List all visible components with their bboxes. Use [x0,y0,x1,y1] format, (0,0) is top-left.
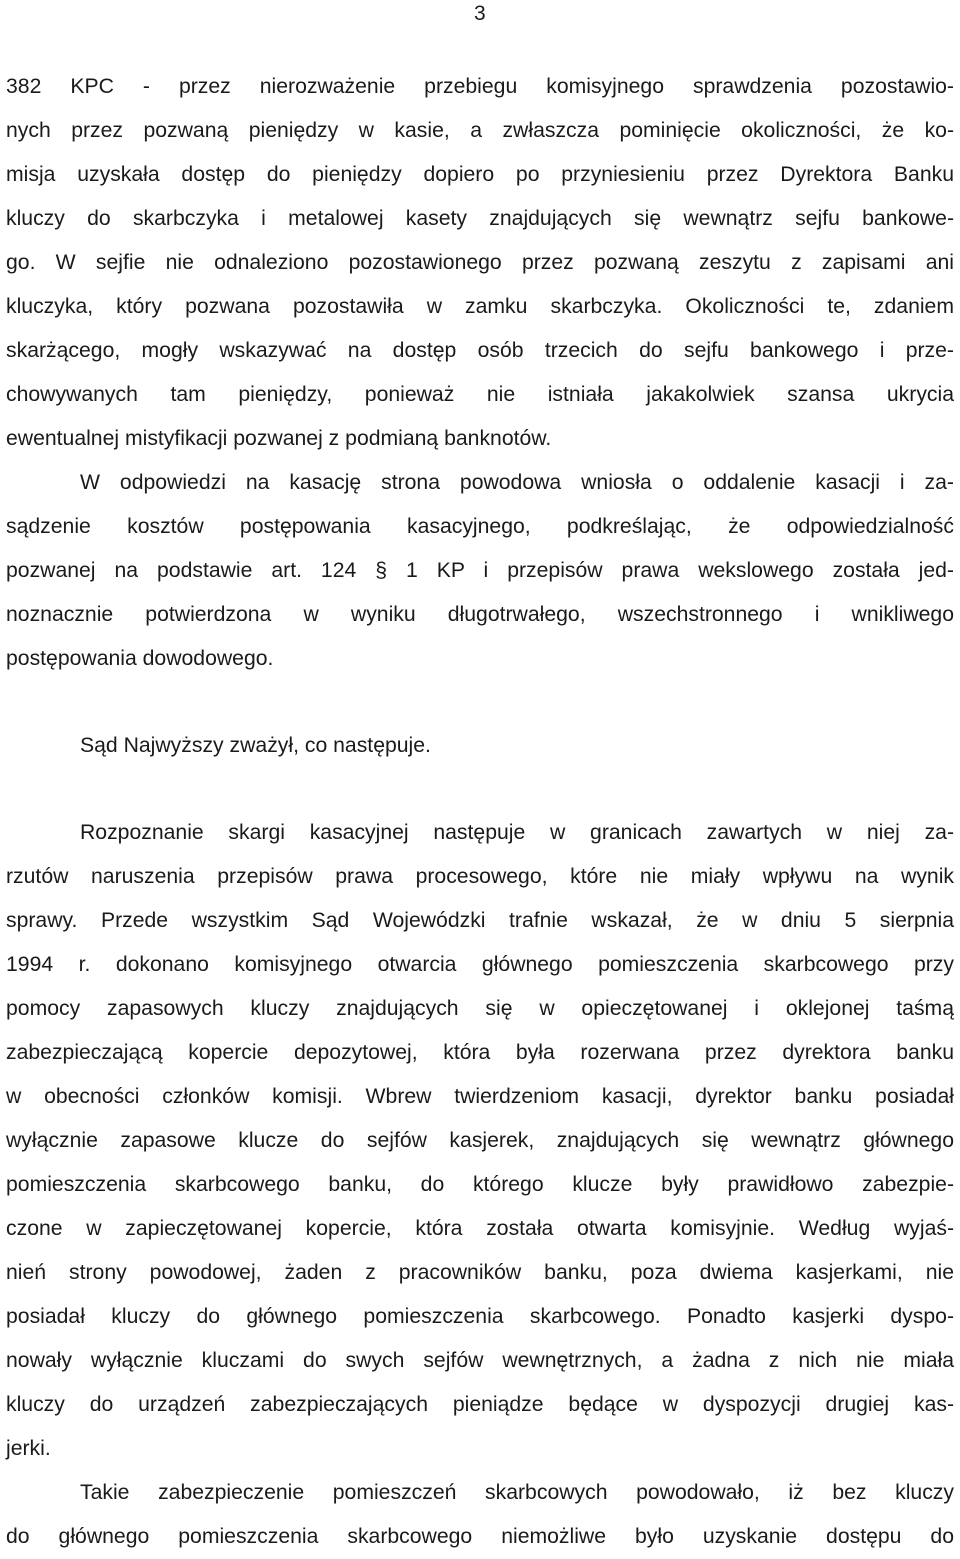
text-line: W odpowiedzi na kasację strona powodowa wniosła o oddalenie kasacji i za- [80,471,954,494]
text-line: skarżącego, mogły wskazywać na dostęp osób trzecich do sejfu bankowego i prze- [6,339,954,362]
text-line: zabezpieczającą kopercie depozytowej, która była rozerwana przez dyrektora banku [6,1041,954,1064]
text-line: noznacznie potwierdzona w wyniku długotrwałego, wszechstronnego i wnikliwego [6,603,954,626]
text-line: pomieszczenia skarbcowego banku, do którego klucze były prawidłowo zabezpie- [6,1173,954,1196]
page-number: 3 [474,2,486,25]
text-line: ewentualnej mistyfikacji pozwanej z podmianą banknotów. [6,427,552,450]
text-line: Rozpoznanie skargi kasacyjnej następuje w granicach zawartych w niej za- [80,821,954,844]
text-line: nowały wyłącznie kluczami do swych sejfów wewnętrznych, a żadna z nich nie miała [6,1349,954,1372]
text-line: kluczyka, który pozwana pozostawiła w zamku skarbczyka. Okoliczności te, zdaniem [6,295,954,318]
text-line: rzutów naruszenia przepisów prawa procesowego, które nie miały wpływu na wynik [6,865,954,888]
text-line: nień strony powodowej, żaden z pracowników banku, poza dwiema kasjerkami, nie [6,1261,954,1284]
text-line: postępowania dowodowego. [6,647,274,670]
text-line: posiadał kluczy do głównego pomieszczenia skarbcowego. Ponadto kasjerki dyspo- [6,1305,954,1328]
text-line: 382 KPC - przez nierozważenie przebiegu komisyjnego sprawdzenia pozostawio- [6,75,954,98]
text-line: sądzenie kosztów postępowania kasacyjnego, podkreślając, że odpowiedzialność [6,515,954,538]
text-line: sprawy. Przede wszystkim Sąd Wojewódzki trafnie wskazał, że w dniu 5 sierpnia [6,909,954,932]
text-line: w obecności członków komisji. Wbrew twierdzeniom kasacji, dyrektor banku posiadał [6,1085,954,1108]
text-line: jerki. [6,1437,51,1460]
text-line: nych przez pozwaną pieniędzy w kasie, a zwłaszcza pominięcie okoliczności, że ko- [6,119,954,142]
text-line: 1994 r. dokonano komisyjnego otwarcia głównego pomieszczenia skarbcowego przy [6,953,954,976]
text-line: Takie zabezpieczenie pomieszczeń skarbcowych powodowało, iż bez kluczy [80,1481,954,1504]
text-line: misja uzyskała dostęp do pieniędzy dopiero po przyniesieniu przez Dyrektora Banku [6,163,954,186]
text-line: wyłącznie zapasowe klucze do sejfów kasjerek, znajdujących się wewnątrz głównego [6,1129,954,1152]
text-line: kluczy do urządzeń zabezpieczających pieniądze będące w dyspozycji drugiej kas- [6,1393,954,1416]
section-heading: Sąd Najwyższy zważył, co następuje. [80,734,431,757]
text-line: czone w zapieczętowanej kopercie, która została otwarta komisyjnie. Według wyjaś- [6,1217,954,1240]
text-line: go. W sejfie nie odnaleziono pozostawionego przez pozwaną zeszytu z zapisami ani [6,251,954,274]
text-line: chowywanych tam pieniędzy, ponieważ nie istniała jakakolwiek szansa ukrycia [6,383,954,406]
text-line: do głównego pomieszczenia skarbcowego niemożliwe było uzyskanie dostępu do [6,1525,954,1548]
text-line: pozwanej na podstawie art. 124 § 1 KP i przepisów prawa wekslowego została jed- [6,559,954,582]
text-line: pomocy zapasowych kluczy znajdujących się w opieczętowanej i oklejonej taśmą [6,997,954,1020]
text-line: kluczy do skarbczyka i metalowej kasety znajdujących się wewnątrz sejfu bankowe- [6,207,954,230]
